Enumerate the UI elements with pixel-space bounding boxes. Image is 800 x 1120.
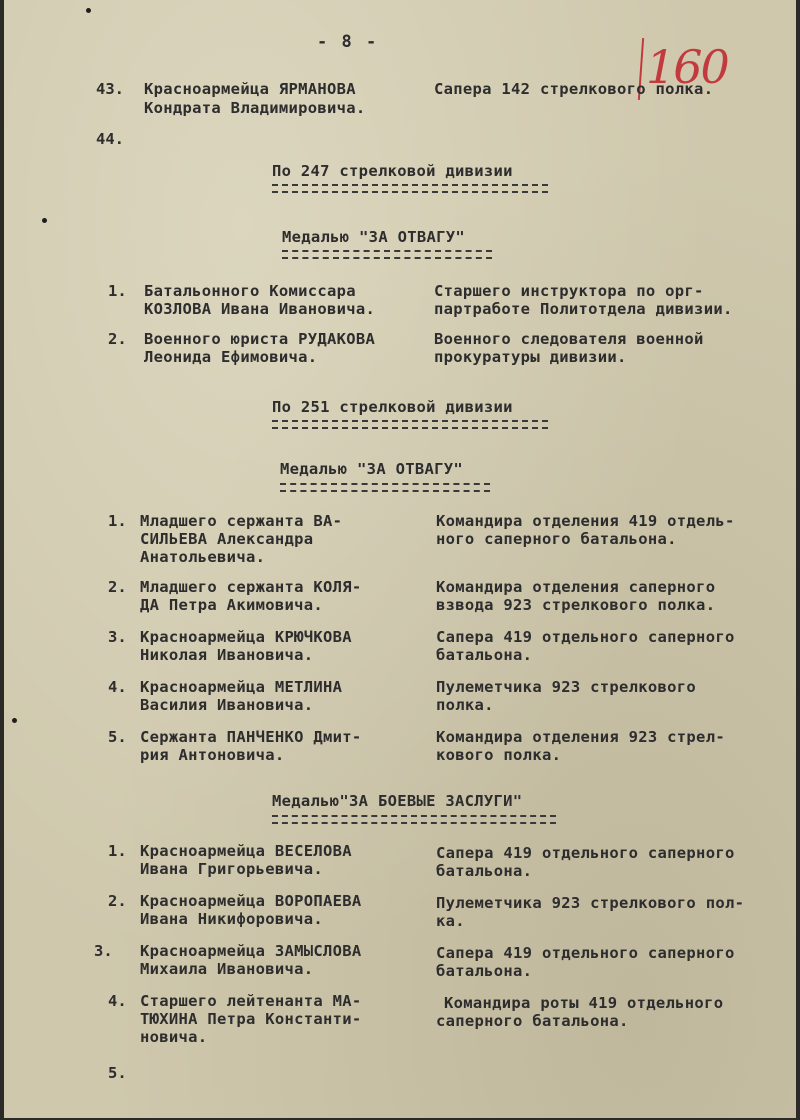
entry-role: саперного батальона. bbox=[436, 1012, 629, 1030]
entry-role: Сапера 142 стрелкового полка. bbox=[434, 80, 714, 98]
entry-person: Батальонного Комиссара bbox=[144, 282, 356, 300]
medal-heading: Медалью "ЗА ОТВАГУ" bbox=[280, 460, 464, 478]
entry-person: Красноармейца МЕТЛИНА bbox=[140, 678, 343, 696]
entry-number: 43. bbox=[96, 80, 124, 98]
entry-role: полка. bbox=[436, 696, 494, 714]
entry-role: батальона. bbox=[436, 646, 533, 664]
entry-role: кового полка. bbox=[436, 746, 562, 764]
entry-person: Красноармейца КРЮЧКОВА bbox=[140, 628, 352, 646]
entry-role: партработе Политотдела дивизии. bbox=[434, 300, 733, 318]
entry-number: 2. bbox=[108, 892, 127, 910]
entry-person: Красноармейца ЗАМЫСЛОВА bbox=[140, 942, 362, 960]
entry-person: Василия Ивановича. bbox=[140, 696, 314, 714]
entry-role: ка. bbox=[436, 912, 465, 930]
underline bbox=[280, 483, 490, 492]
entry-role: Сапера 419 отдельного саперного bbox=[436, 944, 735, 962]
entry-person: Младшего сержанта ВА- bbox=[140, 512, 343, 530]
entry-person: рия Антоновича. bbox=[140, 746, 285, 764]
medal-heading: Медалью "ЗА ОТВАГУ" bbox=[282, 228, 466, 246]
entry-role: Пулеметчика 923 стрелкового bbox=[436, 678, 697, 696]
entry-role: Сапера 419 отдельного саперного bbox=[436, 628, 735, 646]
entry-person: Красноармейца ВОРОПАЕВА bbox=[140, 892, 362, 910]
entry-role: Старшего инструктора по орг- bbox=[434, 282, 704, 300]
entry-person: Михаила Ивановича. bbox=[140, 960, 314, 978]
entry-role: Командира отделения 419 отдель- bbox=[436, 512, 735, 530]
entry-person: ДА Петра Акимовича. bbox=[140, 596, 324, 614]
entry-person: новича. bbox=[140, 1028, 208, 1046]
entry-person: Николая Ивановича. bbox=[140, 646, 314, 664]
entry-person: Кондрата Владимировича. bbox=[144, 99, 366, 117]
entry-person: КОЗЛОВА Ивана Ивановича. bbox=[144, 300, 376, 318]
entry-person: Красноармейца ЯРМАНОВА bbox=[144, 80, 356, 98]
archive-number-stamp: 160 bbox=[644, 34, 734, 104]
entry-role: ного саперного батальона. bbox=[436, 530, 677, 548]
entry-person: Леонида Ефимовича. bbox=[144, 348, 318, 366]
punch-hole bbox=[12, 718, 17, 723]
entry-person: СИЛЬЕВА Александра bbox=[140, 530, 314, 548]
entry-number: 44. bbox=[96, 130, 124, 148]
entry-person: Ивана Григорьевича. bbox=[140, 860, 324, 878]
entry-person: Красноармейца ВЕСЕЛОВА bbox=[140, 842, 352, 860]
entry-role: Командира отделения 923 стрел- bbox=[436, 728, 725, 746]
entry-person: ТЮХИНА Петра Константи- bbox=[140, 1010, 362, 1028]
entry-number: 5. bbox=[108, 728, 127, 746]
entry-role: Командира роты 419 отдельного bbox=[444, 994, 724, 1012]
entry-number: 3. bbox=[94, 942, 113, 960]
entry-number: 1. bbox=[108, 842, 127, 860]
medal-heading: Медалью"ЗА БОЕВЫЕ ЗАСЛУГИ" bbox=[272, 792, 523, 810]
entry-number: 4. bbox=[108, 992, 127, 1010]
entry-number: 1. bbox=[108, 282, 127, 300]
underline bbox=[272, 815, 556, 824]
entry-person: Анатольевича. bbox=[140, 548, 266, 566]
entry-role: батальона. bbox=[436, 962, 533, 980]
entry-number: 5. bbox=[108, 1064, 127, 1082]
page-number: - 8 - bbox=[317, 32, 379, 52]
underline bbox=[272, 420, 548, 429]
division-heading: По 251 стрелковой дивизии bbox=[272, 398, 513, 416]
entry-role: Командира отделения саперного bbox=[436, 578, 716, 596]
entry-person: Сержанта ПАНЧЕНКО Дмит- bbox=[140, 728, 362, 746]
punch-hole bbox=[42, 218, 47, 223]
underline bbox=[272, 184, 548, 193]
document-page bbox=[4, 0, 796, 1118]
division-heading: По 247 стрелковой дивизии bbox=[272, 162, 513, 180]
entry-role: прокуратуры дивизии. bbox=[434, 348, 627, 366]
entry-role: взвода 923 стрелкового полка. bbox=[436, 596, 716, 614]
entry-role: Военного следователя военной bbox=[434, 330, 704, 348]
entry-number: 3. bbox=[108, 628, 127, 646]
entry-role: Сапера 419 отдельного саперного bbox=[436, 844, 735, 862]
entry-number: 2. bbox=[108, 578, 127, 596]
entry-person: Военного юриста РУДАКОВА bbox=[144, 330, 376, 348]
entry-person: Ивана Никифоровича. bbox=[140, 910, 324, 928]
entry-person: Младшего сержанта КОЛЯ- bbox=[140, 578, 362, 596]
entry-number: 4. bbox=[108, 678, 127, 696]
entry-number: 1. bbox=[108, 512, 127, 530]
underline bbox=[282, 250, 492, 259]
entry-role: батальона. bbox=[436, 862, 533, 880]
entry-number: 2. bbox=[108, 330, 127, 348]
entry-person: Старшего лейтенанта МА- bbox=[140, 992, 362, 1010]
entry-role: Пулеметчика 923 стрелкового пол- bbox=[436, 894, 745, 912]
punch-hole bbox=[86, 8, 91, 13]
